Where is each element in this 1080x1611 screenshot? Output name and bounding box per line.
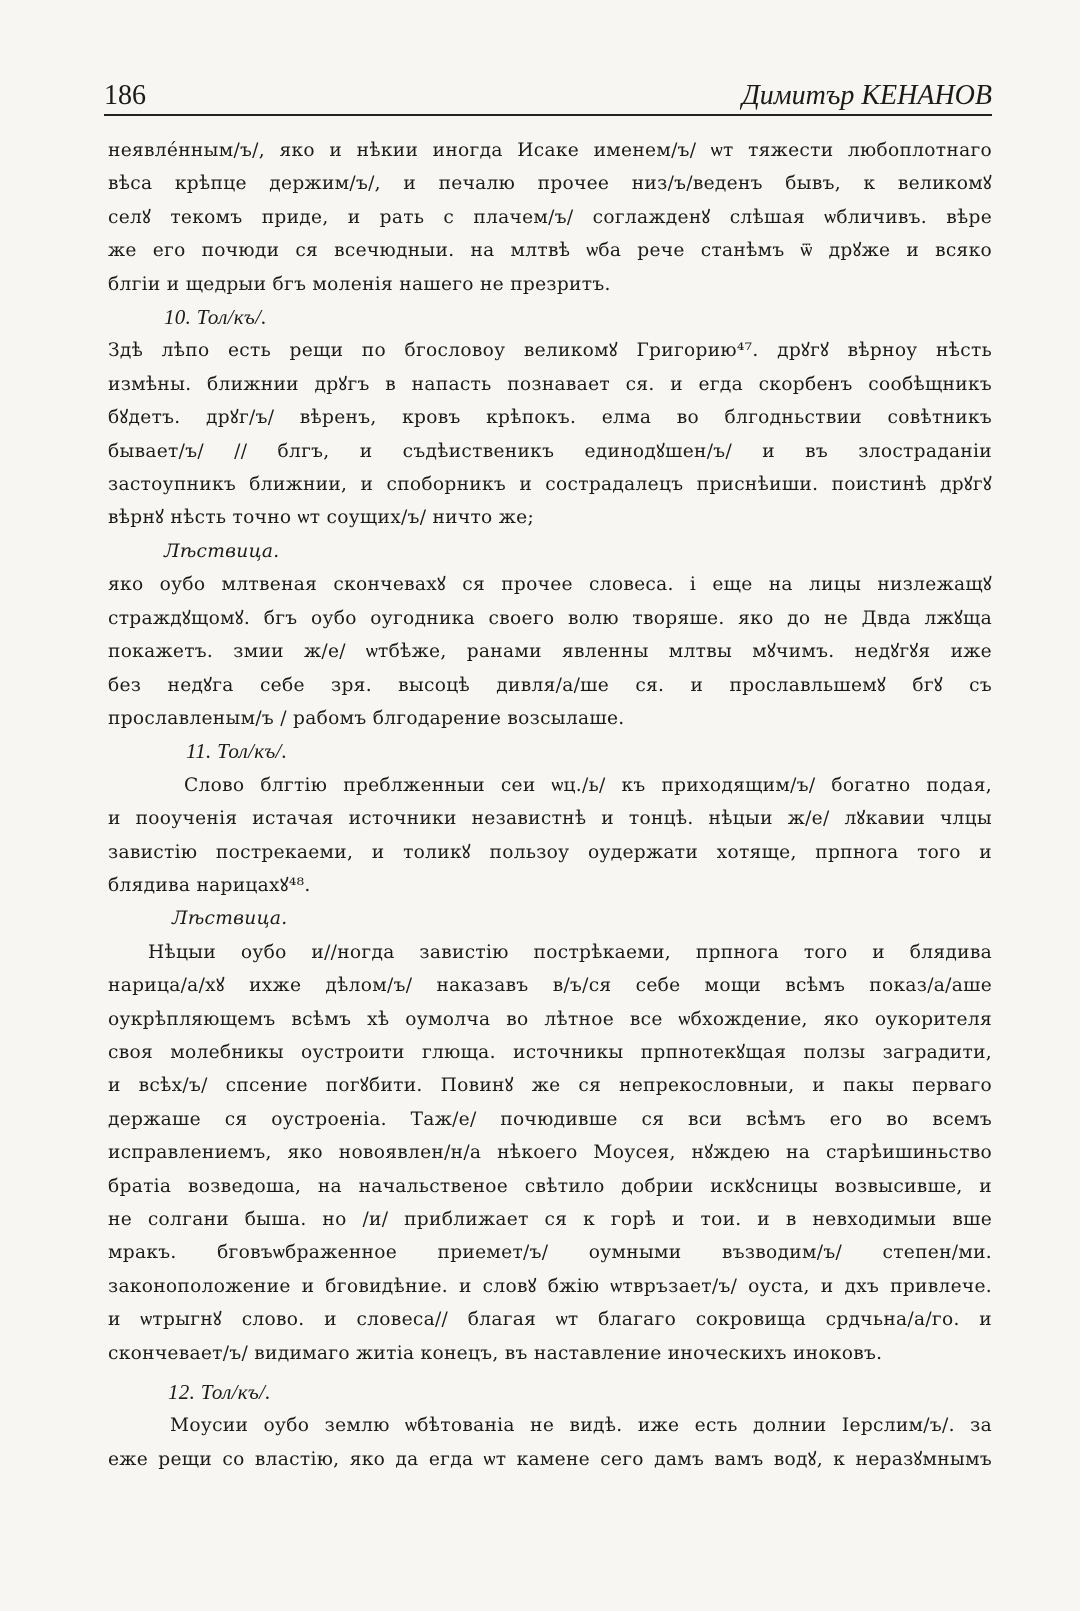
text-line: завистію пострекаеми, и толикꙋ пользоу оудержати хотяще, прпнога тогo и (108, 841, 992, 863)
text-line: не солгани быша. но /и/ приближает ся к горѣ и тои. и в невходимыи вше (108, 1209, 992, 1230)
ladder-heading-2: Лѣствица. (172, 908, 288, 930)
text-line: вѣрнꙋ нѣсть точно ѡт соущих/ъ/ ничто же; (108, 507, 535, 529)
section-heading-12: 12. Тол/къ/. (168, 1380, 271, 1405)
text-line: страждꙋщомꙋ. бгъ оубо оугодника своего волю творяше. яко до не Двда лжꙋща (108, 607, 992, 629)
commentary-10 (108, 334, 992, 534)
text-line: неявле́нным/ъ/, яко и нѣкии иногда Исаке именем/ъ/ ѡт тяжести любоплотнаго (108, 140, 992, 161)
text-line: оукрѣпляющемъ всѣмъ хѣ оумолча во лѣтное все ѡбхождение, яко оукорителя (108, 1008, 992, 1030)
text-line: и пооученія истачая источники независтнѣ и тонцѣ. нѣцыи ж/е/ лꙋкавии члцы (108, 808, 992, 830)
text-line: Слово блгтію преблженныи сеи ѡц./ь/ къ приходящим/ъ/ богатно подая, (184, 774, 992, 796)
text-line: без недꙋга себе зря. высоцѣ дивля/а/ше ся. и прославльшемꙋ бгꙋ съ (108, 674, 992, 696)
text-line: и всѣх/ъ/ спсение погꙋбити. Повинꙋ же ся непрекословныи, и пакы перваго (108, 1075, 992, 1097)
page-number: 186 (104, 80, 146, 111)
section-heading-11: 11. Тол/къ/. (186, 739, 288, 764)
text-line: бывает/ъ/ // блгъ, и съдѣиственикъ единодꙋшен/ъ/ и въ злостраданіи (108, 440, 992, 462)
text-line: Моусии оубо землю ѡбѣтованіа не видѣ. иже есть долнии Іерслим/ъ/. за (170, 1415, 992, 1437)
page-body (108, 134, 992, 1476)
text-line: покажетъ. змии ж/е/ ѡтбѣже, ранами явленны млтвы мꙋчимъ. недꙋгꙋя иже (108, 641, 992, 663)
text-line: и ѡтрыгнꙋ слово. и словеса// благая ѡт благаго сокровища срдчьна/а/го. и (108, 1309, 992, 1331)
intro-paragraph (108, 134, 992, 301)
text-line: застоупникъ ближнии, и споборникъ и сострадалецъ приснѣиши. поистинѣ дрꙋгꙋ (108, 474, 992, 496)
text-line: братіа возведоша, на начальственое свѣтило добрии искꙋсницы возвысивше, и (108, 1175, 992, 1197)
section-heading-10: 10. Тол/къ/. (164, 305, 267, 330)
text-line: законоположение и бговидѣние. и словꙋ бжію ѡтвръзает/ъ/ оуста, и дхъ привлече. (108, 1275, 992, 1297)
text-line: исправлениемъ, яко новоявлен/н/а нѣкоего Моусея, нꙋждею на старѣишиньство (108, 1142, 992, 1164)
commentary-12 (108, 1409, 992, 1476)
text-line: яко оубо млтвеная скончевахꙋ ся прочее словеса. і еще на лицы низлежащꙋ (108, 574, 992, 596)
text-line: вѣса крѣпце держим/ъ/, и печалю прочее низ/ъ/веденъ бывъ, к великомꙋ (108, 173, 992, 195)
commentary-11 (108, 769, 992, 903)
text-line: Нѣцыи оубо и//ногда завистію пострѣкаеми, прпнога того и блядива (148, 941, 992, 963)
text-line: нарица/а/хꙋ ихже дѣлом/ъ/ наказавъ в/ъ/ся себе мощи всѣмъ показ/а/аше (108, 975, 992, 997)
text-line: своя молебникы оустроити глюща. источникы прпнотекꙋщая ползы заградити, (108, 1041, 992, 1063)
ladder-text-1 (108, 568, 992, 735)
text-line: блядива нарицахꙋ⁴⁸. (108, 874, 311, 896)
text-line: Здѣ лѣпо есть рещи по бгословоу великомꙋ Григорию⁴⁷. дрꙋгꙋ вѣрноу нѣсть (108, 340, 992, 362)
text-line: прославленым/ъ / рабомъ блгодарение возсылаше. (108, 707, 625, 729)
text-line: измѣны. ближнии дрꙋгъ в напасть познавает ся. и егда скорбенъ сообѣщникъ (108, 373, 992, 395)
text-line: блгіи и щедрыи бгъ моленія нашего не презритъ. (108, 273, 611, 295)
ladder-text-2 (108, 936, 992, 1370)
text-line: еже рещи со властію, яко да егда ѡт камене сего дамъ вамъ водꙋ, к неразꙋмнымъ (108, 1448, 992, 1470)
page-header (104, 72, 992, 116)
text-line: же его почюди ся всечюдныи. на млтвѣ ѡба рече станѣмъ ѿ дрꙋже и всяко (108, 240, 992, 262)
text-line: бꙋдетъ. дрꙋг/ъ/ вѣренъ, кровъ крѣпокъ. елма во блгодньствии совѣтникъ (108, 407, 992, 429)
text-line: скончевает/ъ/ видимаго житіа конецъ, въ наставление иноческихъ иноковъ. (108, 1342, 883, 1364)
text-line: селꙋ текомъ приде, и рать с плачем/ъ/ соглажденꙋ слѣшая ѡбличивъ. вѣре (108, 206, 992, 228)
text-line: держаше ся оустроеніа. Таж/е/ почюдивше ся вси всѣмъ его во всемъ (108, 1108, 992, 1130)
running-head: Димитър КЕНАНОВ (741, 80, 992, 111)
text-line: мракъ. бговъѡбраженное приемет/ъ/ оумными възводим/ъ/ степен/ми. (108, 1242, 992, 1264)
ladder-heading-1: Лѣствица. (164, 540, 280, 562)
